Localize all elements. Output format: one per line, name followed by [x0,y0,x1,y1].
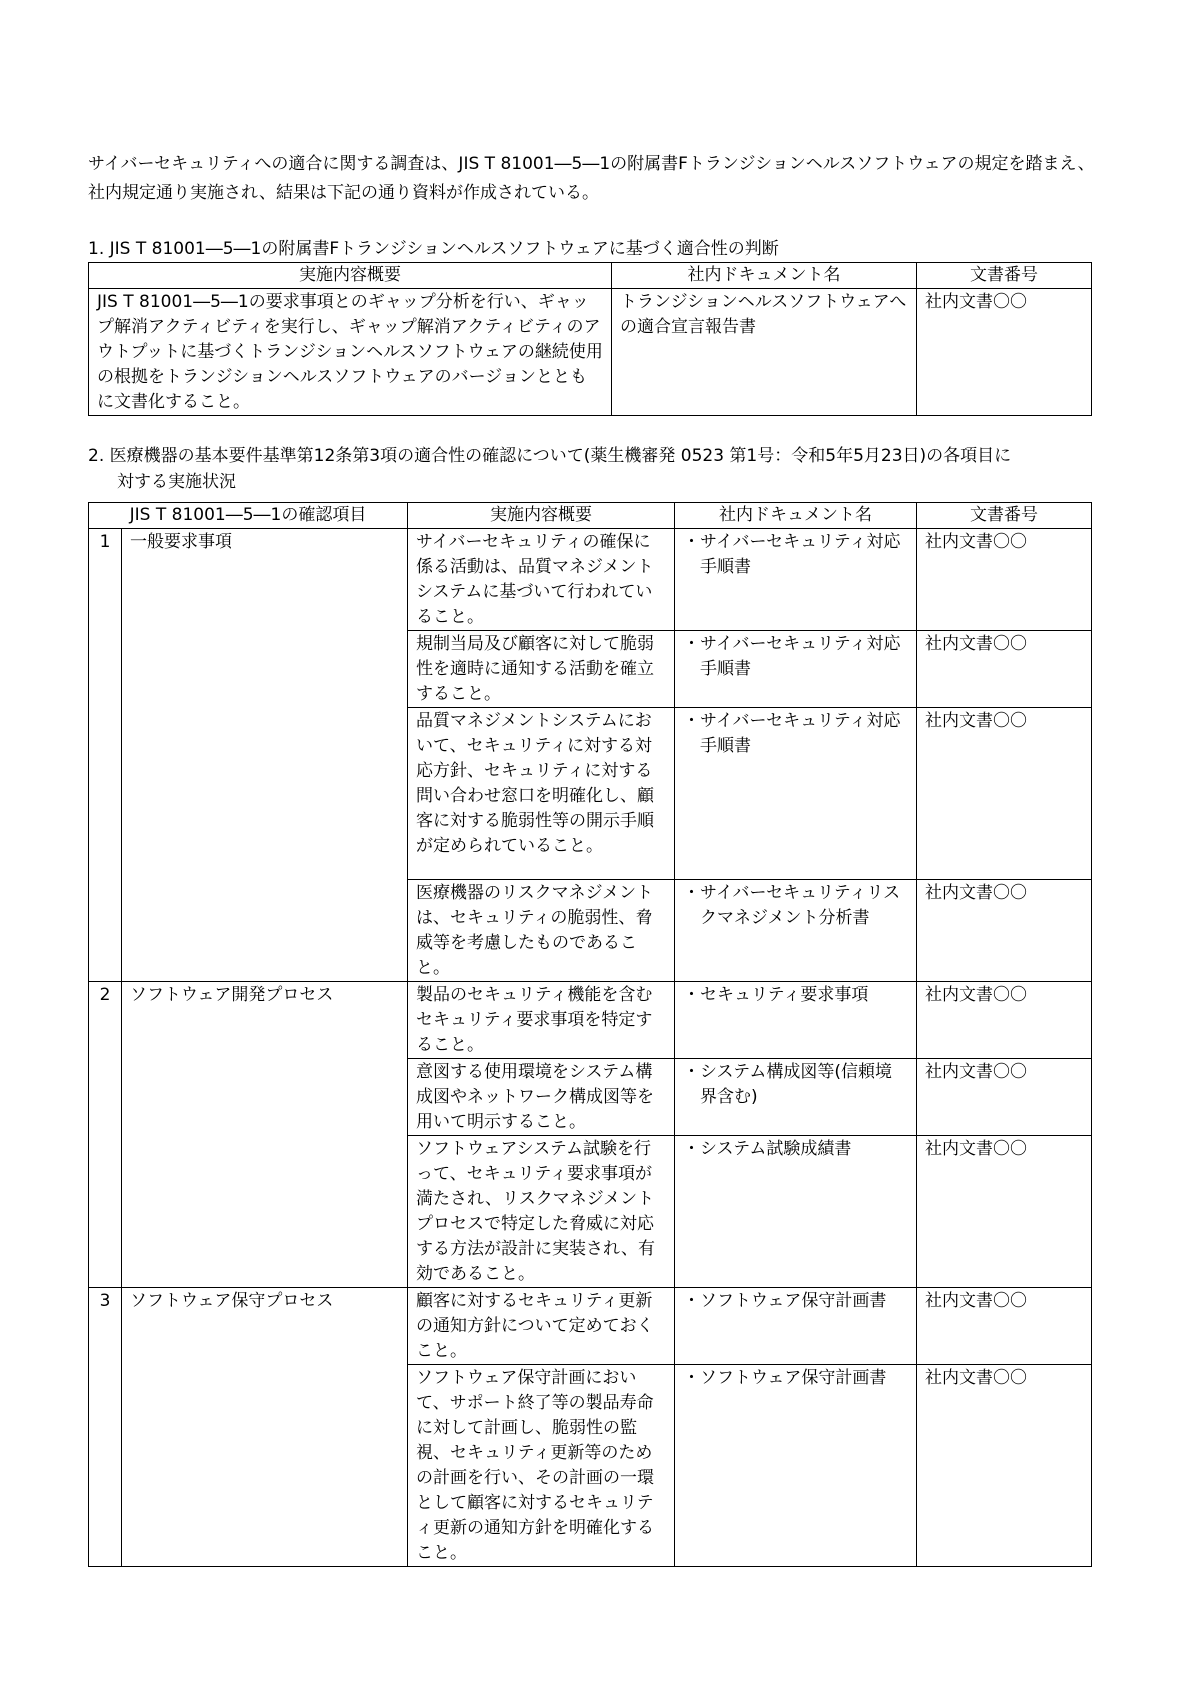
group-item: ソフトウェア保守プロセス [122,1288,408,1567]
table-header-row [89,503,1092,529]
cell-number: 社内文書〇〇 [917,708,1092,880]
document-name: ソフトウェア保守計画書 [700,1291,887,1311]
cell-summary: 製品のセキュリティ機能を含むセキュリティ要求事項を特定すること。 [408,982,675,1059]
cell-number: 社内文書〇〇 [917,1365,1092,1567]
cell-number: 社内文書〇〇 [917,1288,1092,1365]
group-number: 3 [89,1288,122,1567]
cell-summary: サイバーセキュリティの確保に係る活動は、品質マネジメントシステムに基づいて行われていること。 [408,529,675,631]
cell-summary: ソフトウェア保守計画において、サポート終了等の製品寿命に対して計画し、脆弱性の監視、セキュリティ更新等のための計画を行い、その計画の一環として顧客に対するセキュリティ更新の通知方針を明確化すること。 [408,1365,675,1567]
document-name: サイバーセキュリティ対応手順書 [700,711,901,756]
cell-summary: 品質マネジメントシステムにおいて、セキュリティに対する対応方針、セキュリティに対する問い合わせ窓口を明確化し、顧客に対する脆弱性等の開示手順が定められていること。 [408,708,675,880]
cell-document: ・ ソフトウェア保守計画書 [675,1365,917,1567]
cell-number: 社内文書〇〇 [917,529,1092,631]
header-check-item: JIS T 81001―5―1の確認項目 [89,503,408,529]
cell-summary: 医療機器のリスクマネジメントは、セキュリティの脆弱性、脅威等を考慮したものであること。 [408,880,675,982]
group-item: 一般要求事項 [122,529,408,982]
document-name: サイバーセキュリティ対応手順書 [700,532,901,577]
cell-number: 社内文書〇〇 [917,982,1092,1059]
cell-document: ・ サイバーセキュリティリスクマネジメント分析書 [675,880,917,982]
section2-title-line2: 対する実施状況 [117,472,236,492]
header-number: 文書番号 [917,263,1092,289]
cell-number: 社内文書〇〇 [917,289,1092,416]
cell-document: ・ サイバーセキュリティ対応手順書 [675,529,917,631]
cell-summary: ソフトウェアシステム試験を行って、セキュリティ要求事項が満たされ、リスクマネジメントプロセスで特定した脅威に対応する方法が設計に実装され、有効であること。 [408,1136,675,1288]
document-name: システム構成図等(信頼境界含む) [700,1062,892,1107]
cell-document: ・ サイバーセキュリティ対応手順書 [675,708,917,880]
cell-summary: JIS T 81001―5―1の要求事項とのギャップ分析を行い、ギャップ解消アクティビティを実行し、ギャップ解消アクティビティのアウトプットに基づくトランジションヘルスソフトウェアの継続使用の根拠をトランジションヘルスソフトウェアのバージョンとともに文書化すること。 [89,289,612,416]
table-header-row [89,263,1092,289]
table-row [89,1288,1092,1365]
header-number: 文書番号 [917,503,1092,529]
intro-paragraph: サイバーセキュリティへの適合に関する調査は、JIS T 81001―5―1の附属書Fトランジションヘルスソフトウェアの規定を踏まえ、社内規定通り実施され、結果は下記の通り資料が作成されている。 [88,154,1095,203]
section1-title: 1. JIS T 81001―5―1の附属書Fトランジションヘルスソフトウェアに基づく適合性の判断 [88,239,779,259]
document-name: システム試験成績書 [700,1139,852,1159]
table-row [89,529,1092,631]
group-item: ソフトウェア開発プロセス [122,982,408,1288]
cell-document: ・ システム構成図等(信頼境界含む) [675,1059,917,1136]
section1-table [88,262,1092,416]
cell-summary: 規制当局及び顧客に対して脆弱性を適時に通知する活動を確立すること。 [408,631,675,708]
cell-number: 社内文書〇〇 [917,880,1092,982]
group-number: 2 [89,982,122,1288]
document-name: ソフトウェア保守計画書 [700,1368,887,1388]
cell-summary: 意図する使用環境をシステム構成図やネットワーク構成図等を用いて明示すること。 [408,1059,675,1136]
cell-summary: 顧客に対するセキュリティ更新の通知方針について定めておくこと。 [408,1288,675,1365]
table-row [89,982,1092,1059]
cell-number: 社内文書〇〇 [917,1059,1092,1136]
document-name: セキュリティ要求事項 [700,985,869,1005]
header-summary: 実施内容概要 [89,263,612,289]
header-summary: 実施内容概要 [408,503,675,529]
section2-title [88,443,1098,495]
cell-number: 社内文書〇〇 [917,631,1092,708]
document-name: サイバーセキュリティリスクマネジメント分析書 [700,883,901,928]
cell-document: ・ サイバーセキュリティ対応手順書 [675,631,917,708]
cell-number: 社内文書〇〇 [917,1136,1092,1288]
header-document: 社内ドキュメント名 [675,503,917,529]
header-document: 社内ドキュメント名 [612,263,917,289]
section2-title-line1: 2. 医療機器の基本要件基準第12条第3項の適合性の確認について(薬生機審発 0523 第1号：令和5年5月23日)の各項目に [88,446,1012,466]
group-number: 1 [89,529,122,982]
table-row [89,289,1092,416]
section2-table [88,502,1092,1567]
cell-document: トランジションヘルスソフトウェアへの適合宣言報告書 [612,289,917,416]
document-name: サイバーセキュリティ対応手順書 [700,634,901,679]
cell-document: ・ セキュリティ要求事項 [675,982,917,1059]
cell-document: ・ ソフトウェア保守計画書 [675,1288,917,1365]
cell-document: ・ システム試験成績書 [675,1136,917,1288]
